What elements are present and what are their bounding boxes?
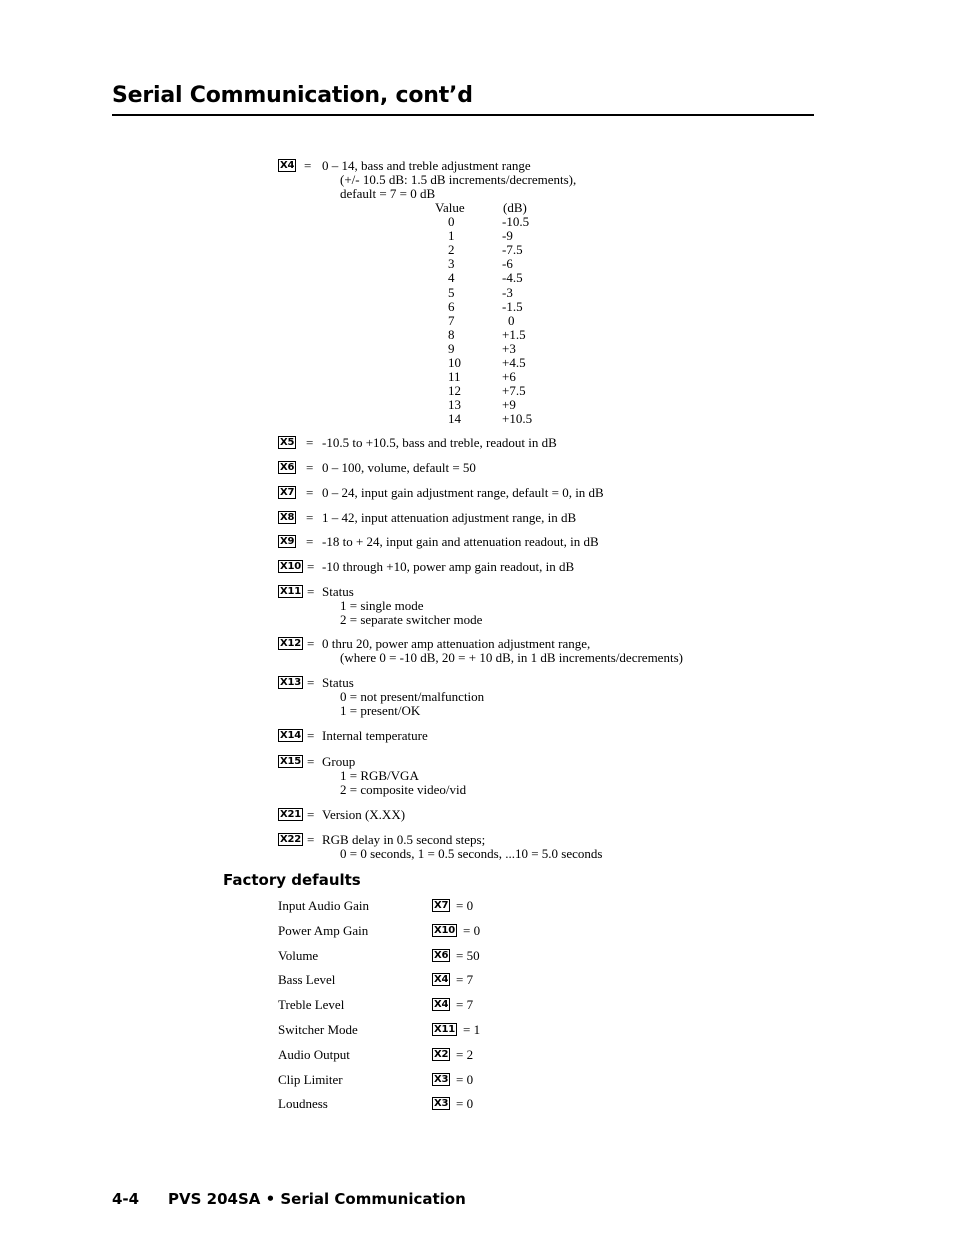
factory-label: Volume	[278, 947, 319, 963]
heading-rule	[112, 114, 814, 116]
factory-code-tag: X3	[434, 1073, 449, 1085]
definition-line: 1 = single mode	[340, 598, 424, 613]
definition-line: 2 = composite video/vid	[340, 782, 467, 797]
x4-tag: X4	[280, 160, 295, 171]
x4-table-value: 13	[448, 397, 461, 413]
factory-code-tag: X4	[434, 974, 449, 986]
factory-label: Clip Limiter	[278, 1071, 343, 1087]
factory-value: = 0	[456, 1096, 474, 1112]
x4-table-db: -10.5	[502, 214, 530, 229]
x4-equals: =	[304, 158, 312, 173]
x4-table-db: -9	[502, 228, 513, 244]
x4-table-db: +3	[502, 340, 516, 356]
code-equals: =	[306, 534, 314, 549]
x4-table-value: 3	[448, 256, 455, 272]
x4-table-db: -6	[502, 256, 513, 272]
definition-line: 1 – 42, input attenuation adjustment range, in dB	[322, 510, 577, 525]
x4-table-value: 5	[448, 284, 455, 300]
x4-table-value: 1	[448, 228, 455, 244]
definition-line: 0 = 0 seconds, 1 = 0.5 seconds, ...10 = 5.0 seconds	[340, 846, 603, 861]
code-tag: X22	[280, 834, 302, 845]
definition-line: Status	[322, 675, 354, 690]
code-tag: X15	[280, 756, 302, 767]
code-tag: X14	[280, 730, 302, 741]
code-tag: X21	[280, 809, 302, 820]
code-tag: X7	[280, 487, 295, 498]
factory-label: Input Audio Gain	[278, 898, 369, 913]
factory-code-tag: X2	[434, 1048, 449, 1060]
x4-table-db: +9	[502, 397, 516, 413]
definition-line: -10 through +10, power amp gain readout, in dB	[322, 559, 575, 574]
factory-label: Audio Output	[278, 1046, 350, 1062]
definition-line: 2 = separate switcher mode	[340, 612, 483, 627]
factory-code-tag: X6	[434, 949, 449, 961]
factory-label: Bass Level	[278, 972, 336, 988]
factory-code-tag: X7	[434, 900, 449, 911]
x4-table-value: 14	[448, 411, 461, 427]
x4-table-db: -4.5	[502, 270, 523, 286]
code-equals: =	[307, 728, 315, 743]
x4-table-value: 11	[448, 369, 461, 385]
code-equals: =	[307, 559, 315, 574]
definition-line: (where 0 = -10 dB, 20 = + 10 dB, in 1 dB increments/decrements)	[340, 650, 683, 665]
x4-table-db: +10.5	[502, 411, 533, 427]
x4-table-db: -3	[502, 284, 513, 300]
x4-table-value: 12	[448, 383, 461, 399]
factory-value: = 0	[463, 922, 481, 938]
definition-line: 1 = RGB/VGA	[340, 768, 419, 783]
code-tag: X8	[280, 512, 295, 523]
factory-value: = 0	[456, 898, 474, 913]
factory-label: Treble Level	[278, 997, 345, 1013]
factory-code-tag: X3	[434, 1098, 449, 1110]
code-equals: =	[306, 510, 314, 525]
code-equals: =	[307, 807, 315, 822]
definition-line: 0 – 24, input gain adjustment range, default = 0, in dB	[322, 485, 604, 500]
code-equals: =	[307, 584, 315, 599]
page-heading: Serial Communication, cont’d	[112, 83, 473, 108]
code-tag: X13	[280, 677, 302, 688]
footer-page-number: 4-4	[112, 1190, 140, 1208]
footer-title: PVS 204SA • Serial Communication	[168, 1190, 466, 1208]
x4-table-value: 7	[448, 312, 455, 328]
code-tag: X5	[280, 437, 295, 448]
definition-line: Internal temperature	[322, 728, 428, 743]
x4-table-db: +6	[502, 369, 516, 385]
factory-value: = 50	[456, 947, 480, 963]
code-tag: X11	[280, 586, 302, 597]
code-tag: X6	[280, 462, 295, 473]
x4-table-db: -1.5	[502, 298, 523, 314]
factory-label: Power Amp Gain	[278, 922, 369, 938]
x4-line-3: default = 7 = 0 dB	[340, 186, 436, 201]
code-equals: =	[306, 435, 314, 450]
factory-code-tag: X4	[434, 999, 449, 1011]
factory-value: = 1	[463, 1022, 481, 1037]
x4-table-value: 8	[448, 326, 455, 342]
x4-line-1: 0 – 14, bass and treble adjustment range	[322, 158, 531, 173]
definition-line: 0 thru 20, power amp attenuation adjustment range,	[322, 636, 591, 651]
x4-table-value: 10	[448, 355, 461, 370]
x4-table-db: +4.5	[502, 355, 526, 370]
code-tag: X9	[280, 536, 295, 547]
code-tag: X10	[280, 561, 302, 572]
factory-defaults-title: Factory defaults	[223, 871, 361, 889]
code-equals: =	[306, 485, 314, 500]
x4-table-value: 9	[448, 340, 455, 356]
definition-line: Status	[322, 584, 354, 599]
x4-line-2: (+/- 10.5 dB: 1.5 dB increments/decrements),	[340, 172, 577, 187]
factory-label: Loudness	[278, 1096, 328, 1112]
definition-line: RGB delay in 0.5 second steps;	[322, 832, 486, 847]
code-tag: X12	[280, 638, 302, 649]
factory-value: = 0	[456, 1071, 474, 1087]
x4-table-db: -7.5	[502, 242, 523, 258]
x4-col-db: (dB)	[503, 200, 527, 215]
definition-line: -10.5 to +10.5, bass and treble, readout in dB	[322, 435, 557, 450]
definition-line: -18 to + 24, input gain and attenuation readout, in dB	[322, 534, 599, 549]
definition-line: 0 = not present/malfunction	[340, 689, 485, 704]
definition-line: Version (X.XX)	[322, 807, 406, 822]
x4-table-value: 6	[448, 298, 455, 314]
x4-table-db: +1.5	[502, 326, 526, 342]
factory-code-tag: X11	[434, 1024, 456, 1035]
code-equals: =	[306, 460, 314, 475]
definition-line: 0 – 100, volume, default = 50	[322, 460, 476, 475]
code-equals: =	[307, 636, 315, 651]
x4-table-db: +7.5	[502, 383, 526, 399]
x4-table-value: 2	[448, 242, 455, 258]
definition-line: Group	[322, 754, 356, 769]
code-equals: =	[307, 754, 315, 769]
code-equals: =	[307, 675, 315, 690]
factory-value: = 2	[456, 1046, 474, 1062]
factory-code-tag: X10	[434, 924, 456, 936]
factory-value: = 7	[456, 997, 474, 1013]
x4-table-value: 0	[448, 214, 455, 229]
code-equals: =	[307, 832, 315, 847]
x4-table-value: 4	[448, 270, 455, 286]
x4-table-db: 0	[508, 312, 515, 328]
definition-line: 1 = present/OK	[340, 703, 421, 718]
factory-value: = 7	[456, 972, 474, 988]
x4-col-value: Value	[435, 200, 465, 215]
factory-label: Switcher Mode	[278, 1022, 358, 1037]
